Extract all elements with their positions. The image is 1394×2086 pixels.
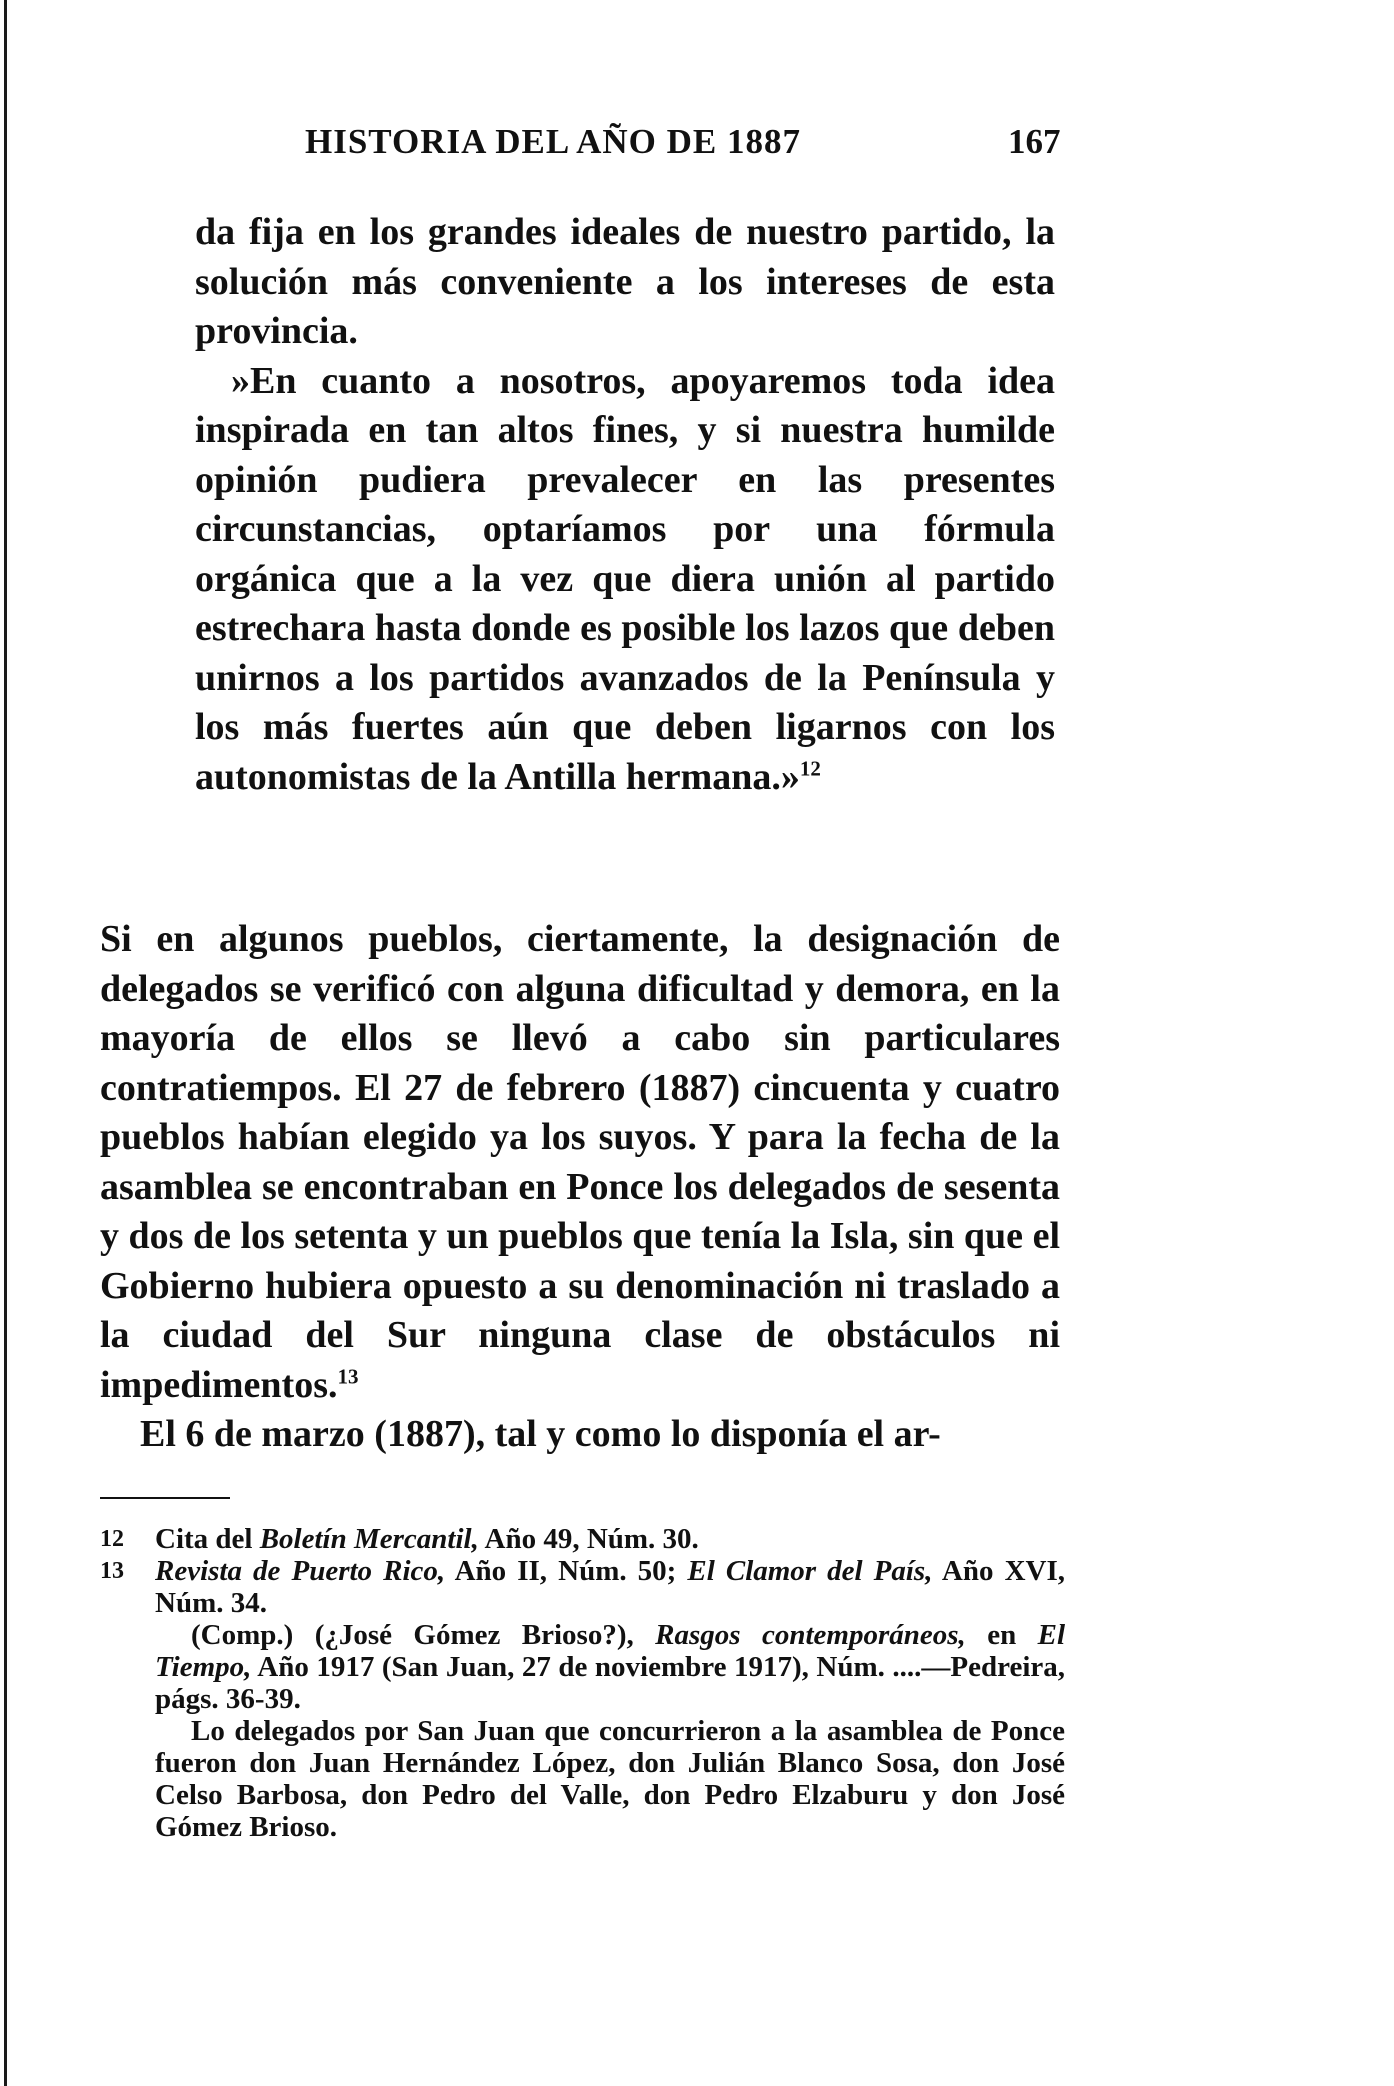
footnote-title: Revista de Puerto Rico, [155, 1555, 446, 1587]
footnote-title: Rasgos contemporáneos, [655, 1619, 966, 1651]
running-title: HISTORIA DEL AÑO DE 1887 [305, 122, 801, 161]
footnote-text-part: Año XVI, Núm. 34. [155, 1555, 1065, 1619]
footnote-text [155, 1555, 1065, 1619]
body-paragraph-1 [100, 915, 1060, 1410]
body-text [100, 915, 1060, 1460]
footnote-number: 13 [100, 1558, 124, 1584]
footnote-ref-13[interactable]: 13 [337, 1363, 359, 1388]
footnote-text-part: en [965, 1619, 1038, 1651]
footnote-text-part: Año II, Núm. 50; [445, 1555, 688, 1587]
footnote-13-delegates: Lo delegados por San Juan que concurrieron a la asamblea de Ponce fueron don Juan Hernández López, don Julián Blanco Sosa, don José Celso Barbosa, don Pedro del Valle, don Pedro Elzaburu y don José Gómez Brioso. [155, 1715, 1065, 1843]
body-paragraph-1-text: Si en algunos pueblos, ciertamente, la designación de delegados se verificó con alguna dificultad y demora, en la mayoría de ellos se llevó a cabo sin particulares contratiempos. El 27 de febrero (1887) cincuenta y cuatro pueblos habían elegido ya los suyos. Y para la fecha de la asamblea se encontraban en Ponce los delegados de sesenta y dos de los setenta y un pueblos que tenía la Isla, sin que el Gobierno hubiera opuesto a su denominación ni traslado a la ciudad del Sur ninguna clase de obstáculos ni impedimentos. [100, 918, 1060, 1406]
body-paragraph-2: El 6 de marzo (1887), tal y como lo disponía el ar- [140, 1413, 941, 1455]
page-number: 167 [1008, 122, 1061, 161]
footnote-text-part: Año 49, Núm. 30. [478, 1523, 699, 1555]
footnote-number: 12 [100, 1526, 124, 1552]
footnote-title: El Tiempo, [155, 1619, 1066, 1683]
footnote-text-part: Año 1917 (San Juan, 27 de noviembre 1917), Núm. ....—Pedreira, págs. 36-39. [155, 1651, 1065, 1715]
footnote-title: El Clamor del País, [687, 1555, 933, 1587]
footnote-text [155, 1523, 1065, 1555]
footnote-text-part: (Comp.) (¿José Gómez Brioso?), [191, 1619, 656, 1651]
footnote-text-part: Cita del [155, 1523, 260, 1555]
footnote-title: Boletín Mercantil, [259, 1523, 479, 1555]
page-edge-rule [4, 0, 7, 2086]
footnote-13 [100, 1555, 1065, 1619]
quote-paragraph-2-text: »En cuanto a nosotros, apoyaremos toda idea inspirada en tan altos fines, y si nuestra humilde opinión pudiera prevalecer en las presentes circunstancias, optaríamos por una fórmula orgánica que a la vez que diera unión al partido estrechara hasta donde es posible los lazos que deben unirnos a los partidos avanzados de la Península y los más fuertes aún que deben ligarnos con los autonomistas de la Antilla hermana.» [195, 359, 1055, 798]
footnote-separator [100, 1497, 230, 1499]
quote-paragraph-2 [195, 357, 1055, 803]
block-quote [195, 208, 1055, 802]
footnote-13-comp [155, 1619, 1065, 1715]
footnotes [100, 1523, 1065, 1843]
footnote-12 [100, 1523, 1065, 1555]
quote-paragraph-1: da fija en los grandes ideales de nuestro partido, la solución más conveniente a los intereses de esta provincia. [195, 211, 1055, 352]
footnote-ref-12[interactable]: 12 [799, 755, 821, 780]
